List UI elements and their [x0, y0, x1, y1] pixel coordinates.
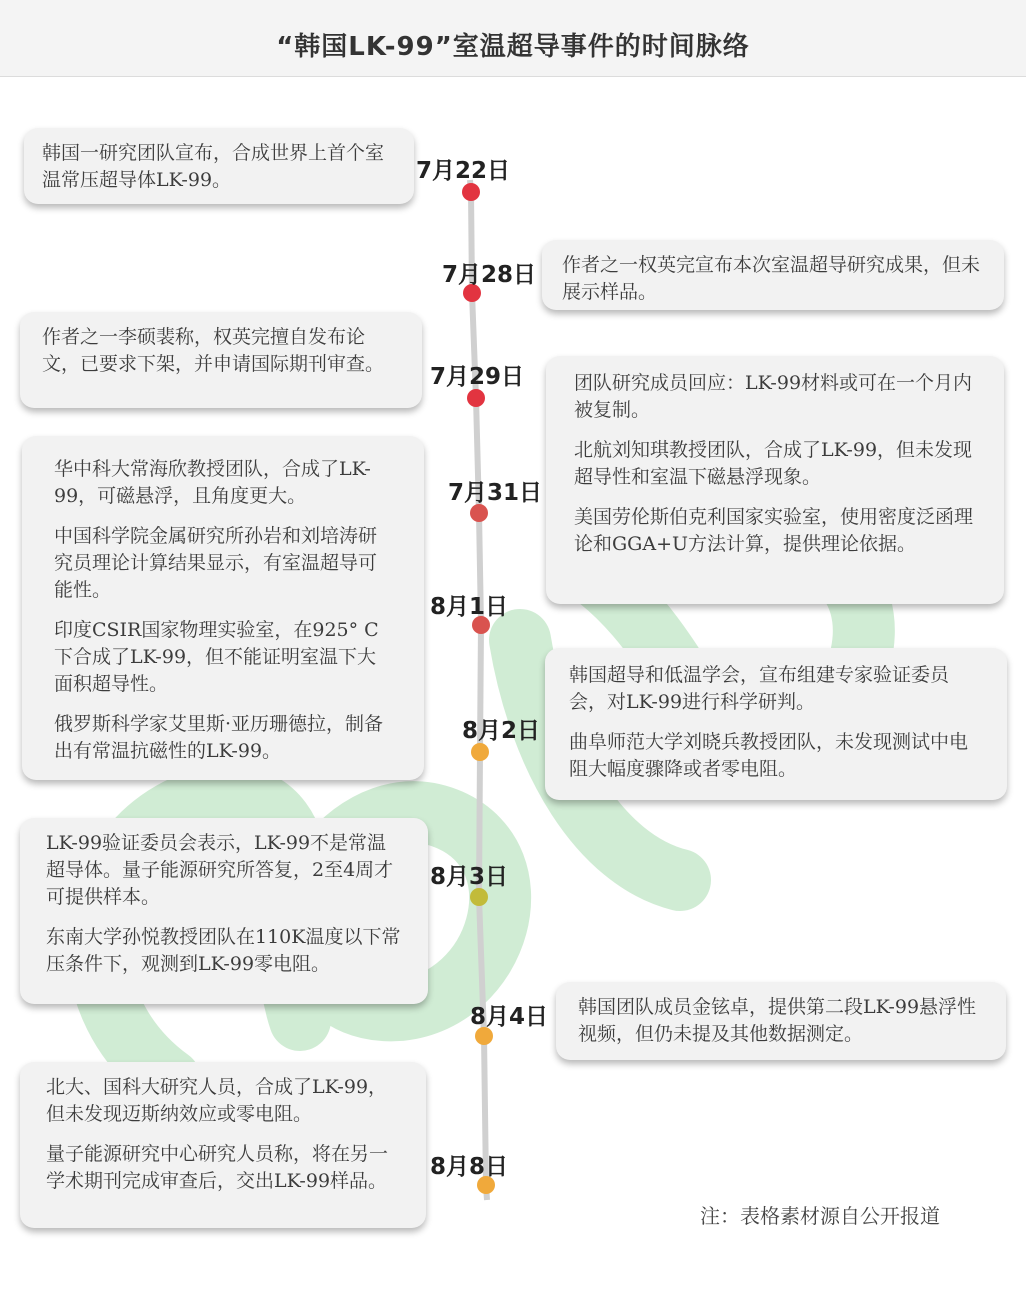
event-text: 印度CSIR国家物理实验室，在925° C下合成了LK-99，但不能证明室温下大面积超导性。: [54, 619, 379, 695]
event-text: 作者之一李硕裴称，权英完擅自发布论文，已要求下架，并申请国际期刊审查。: [42, 326, 385, 375]
event-card: [556, 982, 1006, 1060]
event-text: 北大、国科大研究人员，合成了LK-99，但未发现迈斯纳效应或零电阻。: [46, 1076, 388, 1125]
event-text: 团队研究成员回应：LK-99材料或可在一个月内被复制。: [574, 372, 973, 421]
event-text: 美国劳伦斯伯克利国家实验室，使用密度泛函理论和GGA+U方法计算，提供理论依据。: [574, 506, 974, 555]
event-date: 8月8日: [430, 1154, 509, 1180]
event-date: 8月3日: [430, 864, 509, 890]
event-card: [546, 356, 1004, 604]
source-note: 注：表格素材源自公开报道: [700, 1204, 940, 1228]
event-date: 7月28日: [442, 262, 537, 288]
event-card: [20, 312, 422, 408]
event-date: 7月22日: [416, 158, 511, 184]
event-card: [20, 818, 428, 1004]
timeline-dot: [471, 743, 489, 761]
event-text: 量子能源研究中心研究人员称，将在另一学术期刊完成审查后，交出LK-99样品。: [46, 1143, 389, 1192]
page-title: “韩国LK-99”室温超导事件的时间脉络: [276, 32, 750, 62]
event-text: 俄罗斯科学家艾里斯·亚历珊德拉，制备出有常温抗磁性的LK-99。: [54, 713, 384, 762]
event-card: [20, 1062, 426, 1228]
event-card: [22, 436, 424, 780]
timeline-dot: [467, 389, 485, 407]
event-text: 曲阜师范大学刘晓兵教授团队，未发现测试中电阻大幅度骤降或者零电阻。: [569, 731, 969, 780]
event-date: 7月31日: [448, 480, 543, 506]
event-text: 韩国团队成员金铉卓，提供第二段LK-99悬浮性视频，但仍未提及其他数据测定。: [578, 996, 977, 1045]
event-date: 7月29日: [430, 364, 525, 390]
event-date: 8月2日: [462, 718, 541, 744]
event-text: 东南大学孙悦教授团队在110K温度以下常压条件下，观测到LK-99零电阻。: [46, 926, 401, 975]
event-text: LK-99验证委员会表示，LK-99不是常温超导体。量子能源研究所答复，2至4周才可提供样本。: [46, 832, 394, 908]
event-card: [545, 648, 1007, 800]
event-date: 8月4日: [470, 1004, 549, 1030]
event-text: 中国科学院金属研究所孙岩和刘培涛研究员理论计算结果显示，有室温超导可能性。: [54, 525, 378, 601]
event-text: 北航刘知琪教授团队，合成了LK-99，但未发现超导性和室温下磁悬浮现象。: [574, 439, 973, 488]
event-text: 华中科大常海欣教授团队，合成了LK-99，可磁悬浮，且角度更大。: [54, 458, 371, 507]
timeline-spine: [470, 180, 487, 1200]
timeline-dot: [462, 183, 480, 201]
event-card: [542, 240, 1004, 310]
event-text: 韩国一研究团队宣布，合成世界上首个室温常压超导体LK-99。: [42, 142, 385, 191]
event-date: 8月1日: [430, 594, 509, 620]
event-text: 韩国超导和低温学会，宣布组建专家验证委员会，对LK-99进行科学研判。: [569, 664, 950, 713]
event-text: 作者之一权英完宣布本次室温超导研究成果，但未展示样品。: [562, 254, 981, 303]
event-card: [24, 128, 414, 204]
